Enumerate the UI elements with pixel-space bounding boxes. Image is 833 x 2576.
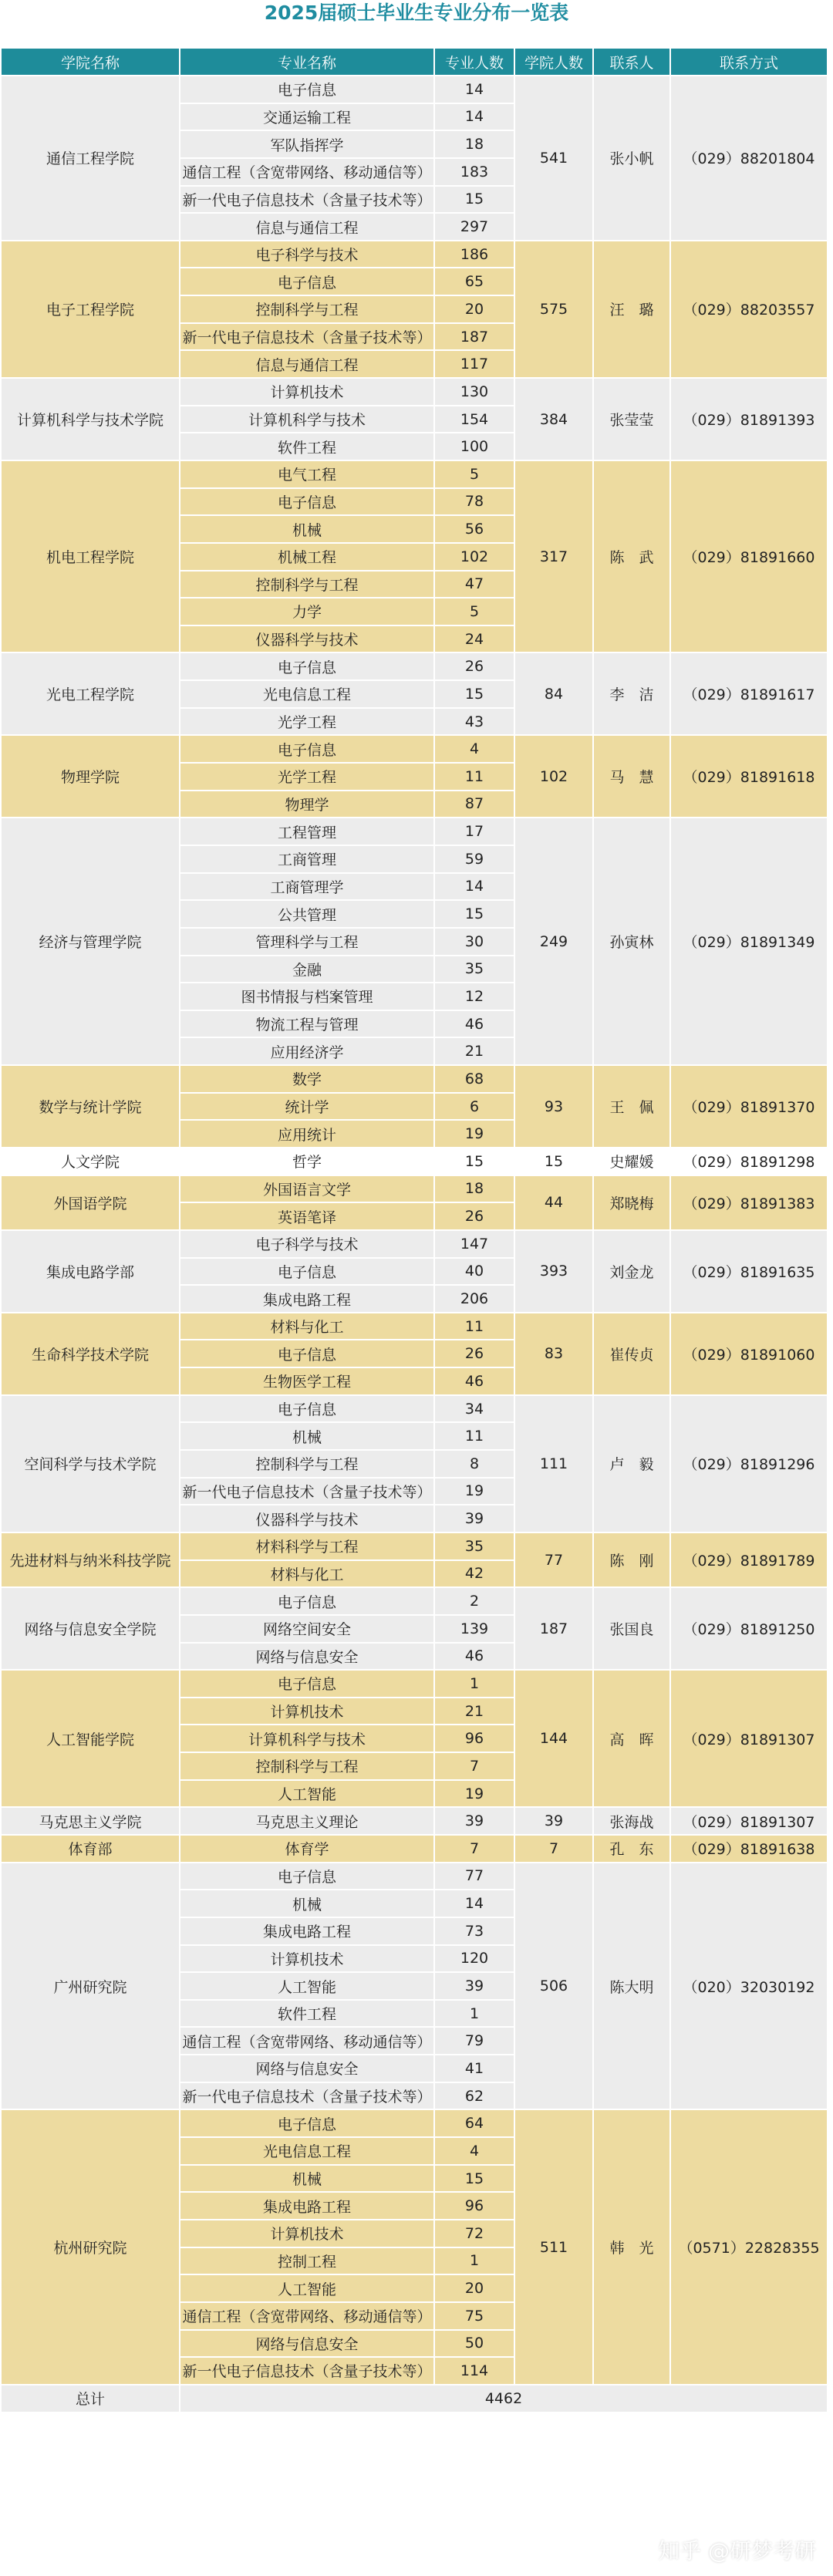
table-row	[1, 460, 828, 488]
contact-cell: 李 洁	[593, 652, 670, 735]
major-distribution-table	[0, 47, 828, 2413]
major-count-cell: 72	[434, 2220, 514, 2247]
major-name-cell: 哲学	[180, 1148, 434, 1175]
phone-cell: （029）81891250	[670, 1587, 828, 1670]
watermark: 知乎 @研梦考研	[658, 2538, 816, 2564]
major-count-cell: 73	[434, 1917, 514, 1945]
phone-cell: （029）81891307	[670, 1670, 828, 1807]
major-count-cell: 19	[434, 1780, 514, 1808]
major-count-cell: 62	[434, 2082, 514, 2110]
major-count-cell: 206	[434, 1285, 514, 1313]
major-count-cell: 68	[434, 1065, 514, 1093]
phone-cell: （029）81891660	[670, 460, 828, 652]
table-row	[1, 1835, 828, 1863]
major-name-cell: 光电信息工程	[180, 680, 434, 708]
college-name-cell: 数学与统计学院	[1, 1065, 180, 1148]
college-count-cell: 541	[514, 76, 593, 241]
contact-cell: 孙寅林	[593, 818, 670, 1065]
college-name-cell: 物理学院	[1, 735, 180, 818]
major-name-cell: 网络与信息安全	[180, 2055, 434, 2082]
major-count-cell: 35	[434, 1532, 514, 1560]
college-name-cell: 电子工程学院	[1, 241, 180, 378]
phone-cell: （029）81891789	[670, 1532, 828, 1587]
major-name-cell: 电子信息	[180, 1340, 434, 1367]
contact-cell: 崔传贞	[593, 1313, 670, 1395]
major-count-cell: 187	[434, 323, 514, 351]
major-count-cell: 154	[434, 406, 514, 433]
header-phone: 联系方式	[670, 48, 828, 76]
contact-cell: 陈大明	[593, 1863, 670, 2110]
major-count-cell: 100	[434, 433, 514, 460]
major-count-cell: 102	[434, 543, 514, 571]
college-name-cell: 先进材料与纳米科技学院	[1, 1532, 180, 1587]
phone-cell: （029）81891617	[670, 652, 828, 735]
major-name-cell: 新一代电子信息技术（含量子技术等）	[180, 2082, 434, 2110]
major-count-cell: 11	[434, 763, 514, 791]
major-count-cell: 18	[434, 130, 514, 158]
phone-cell: （029）81891296	[670, 1395, 828, 1532]
table-row	[1, 1175, 828, 1203]
major-name-cell: 外国语言文学	[180, 1175, 434, 1203]
major-name-cell: 控制科学与工程	[180, 1450, 434, 1478]
total-value: 4462	[180, 2385, 828, 2412]
major-name-cell: 电子信息	[180, 735, 434, 763]
college-name-cell: 集成电路学部	[1, 1230, 180, 1313]
major-name-cell: 机械工程	[180, 543, 434, 571]
major-name-cell: 仪器科学与技术	[180, 1505, 434, 1532]
major-name-cell: 计算机技术	[180, 2220, 434, 2247]
phone-cell: （029）81891618	[670, 735, 828, 818]
major-name-cell: 英语笔译	[180, 1202, 434, 1230]
major-name-cell: 人工智能	[180, 2274, 434, 2302]
college-name-cell: 人文学院	[1, 1148, 180, 1175]
table-row	[1, 1863, 828, 1890]
major-count-cell: 96	[434, 1725, 514, 1752]
major-count-cell: 50	[434, 2330, 514, 2358]
major-count-cell: 183	[434, 158, 514, 186]
major-count-cell: 46	[434, 1643, 514, 1671]
major-count-cell: 15	[434, 680, 514, 708]
major-name-cell: 网络与信息安全	[180, 1643, 434, 1671]
major-count-cell: 17	[434, 818, 514, 845]
table-row	[1, 652, 828, 680]
major-name-cell: 通信工程（含宽带网络、移动通信等）	[180, 2302, 434, 2330]
college-count-cell: 83	[514, 1313, 593, 1395]
major-count-cell: 46	[434, 1367, 514, 1395]
major-name-cell: 仪器科学与技术	[180, 625, 434, 653]
major-count-cell: 39	[434, 1505, 514, 1532]
major-count-cell: 30	[434, 928, 514, 956]
major-name-cell: 计算机科学与技术	[180, 1725, 434, 1752]
college-name-cell: 广州研究院	[1, 1863, 180, 2110]
contact-cell: 刘金龙	[593, 1230, 670, 1313]
major-count-cell: 18	[434, 1175, 514, 1203]
major-name-cell: 电子信息	[180, 1258, 434, 1286]
table-row	[1, 378, 828, 406]
major-name-cell: 应用统计	[180, 1120, 434, 1148]
major-name-cell: 电子信息	[180, 1670, 434, 1698]
major-count-cell: 79	[434, 2027, 514, 2055]
college-count-cell: 7	[514, 1835, 593, 1863]
phone-cell: （0571）22828355	[670, 2109, 828, 2384]
major-count-cell: 46	[434, 1010, 514, 1038]
major-count-cell: 147	[434, 1230, 514, 1258]
major-count-cell: 297	[434, 213, 514, 241]
college-count-cell: 44	[514, 1175, 593, 1230]
phone-cell: （029）81891370	[670, 1065, 828, 1148]
major-name-cell: 力学	[180, 598, 434, 625]
major-count-cell: 35	[434, 956, 514, 983]
college-name-cell: 计算机科学与技术学院	[1, 378, 180, 460]
contact-cell: 陈 武	[593, 460, 670, 652]
contact-cell: 卢 毅	[593, 1395, 670, 1532]
contact-cell: 张莹莹	[593, 378, 670, 460]
major-name-cell: 控制科学与工程	[180, 571, 434, 598]
college-count-cell: 102	[514, 735, 593, 818]
college-count-cell: 393	[514, 1230, 593, 1313]
college-count-cell: 317	[514, 460, 593, 652]
major-count-cell: 19	[434, 1478, 514, 1505]
phone-cell: （029）81891393	[670, 378, 828, 460]
major-name-cell: 机械	[180, 1890, 434, 1917]
table-row	[1, 1065, 828, 1093]
phone-cell: （029）88203557	[670, 241, 828, 378]
major-name-cell: 集成电路工程	[180, 2192, 434, 2220]
header-major: 专业名称	[180, 48, 434, 76]
major-name-cell: 生物医学工程	[180, 1367, 434, 1395]
contact-cell: 韩 光	[593, 2109, 670, 2384]
major-name-cell: 军队指挥学	[180, 130, 434, 158]
major-count-cell: 4	[434, 735, 514, 763]
major-name-cell: 光学工程	[180, 763, 434, 791]
major-count-cell: 40	[434, 1258, 514, 1286]
major-name-cell: 新一代电子信息技术（含量子技术等）	[180, 1478, 434, 1505]
college-count-cell: 39	[514, 1807, 593, 1835]
major-name-cell: 通信工程（含宽带网络、移动通信等）	[180, 2027, 434, 2055]
major-count-cell: 14	[434, 103, 514, 131]
table-row	[1, 1532, 828, 1560]
major-count-cell: 34	[434, 1395, 514, 1423]
major-name-cell: 电子信息	[180, 488, 434, 516]
college-count-cell: 144	[514, 1670, 593, 1807]
college-name-cell: 经济与管理学院	[1, 818, 180, 1065]
header-college: 学院名称	[1, 48, 180, 76]
major-count-cell: 6	[434, 1093, 514, 1121]
major-name-cell: 人工智能	[180, 1780, 434, 1808]
contact-cell: 孔 东	[593, 1835, 670, 1863]
contact-cell: 马 慧	[593, 735, 670, 818]
major-name-cell: 公共管理	[180, 900, 434, 928]
major-count-cell: 26	[434, 1202, 514, 1230]
table-row	[1, 1807, 828, 1835]
phone-cell: （029）81891635	[670, 1230, 828, 1313]
total-row	[1, 2385, 828, 2412]
table-row	[1, 1587, 828, 1615]
major-name-cell: 新一代电子信息技术（含量子技术等）	[180, 2357, 434, 2385]
table-row	[1, 76, 828, 103]
contact-cell: 陈 刚	[593, 1532, 670, 1587]
college-name-cell: 通信工程学院	[1, 76, 180, 241]
major-count-cell: 77	[434, 1863, 514, 1890]
major-count-cell: 21	[434, 1698, 514, 1725]
major-count-cell: 5	[434, 598, 514, 625]
phone-cell: （029）81891298	[670, 1148, 828, 1175]
college-count-cell: 384	[514, 378, 593, 460]
major-count-cell: 96	[434, 2192, 514, 2220]
major-name-cell: 控制科学与工程	[180, 295, 434, 323]
major-count-cell: 11	[434, 1313, 514, 1340]
major-count-cell: 59	[434, 845, 514, 873]
major-name-cell: 体育学	[180, 1835, 434, 1863]
phone-cell: （029）81891383	[670, 1175, 828, 1230]
phone-cell: （029）81891060	[670, 1313, 828, 1395]
major-count-cell: 5	[434, 460, 514, 488]
major-count-cell: 87	[434, 791, 514, 818]
table-row	[1, 241, 828, 268]
major-name-cell: 光学工程	[180, 708, 434, 736]
major-name-cell: 信息与通信工程	[180, 213, 434, 241]
major-count-cell: 120	[434, 1945, 514, 1973]
table-row	[1, 1670, 828, 1698]
major-count-cell: 7	[434, 1835, 514, 1863]
major-name-cell: 应用经济学	[180, 1037, 434, 1065]
contact-cell: 史耀媛	[593, 1148, 670, 1175]
major-count-cell: 11	[434, 1422, 514, 1450]
major-count-cell: 8	[434, 1450, 514, 1478]
major-count-cell: 39	[434, 1972, 514, 2000]
phone-cell: （029）81891349	[670, 818, 828, 1065]
major-name-cell: 电子信息	[180, 1863, 434, 1890]
major-name-cell: 电子信息	[180, 1395, 434, 1423]
major-name-cell: 电子信息	[180, 652, 434, 680]
college-count-cell: 93	[514, 1065, 593, 1148]
college-count-cell: 511	[514, 2109, 593, 2384]
major-name-cell: 电子信息	[180, 76, 434, 103]
major-name-cell: 软件工程	[180, 2000, 434, 2028]
college-name-cell: 网络与信息安全学院	[1, 1587, 180, 1670]
major-count-cell: 47	[434, 571, 514, 598]
major-count-cell: 39	[434, 1807, 514, 1835]
phone-cell: （020）32030192	[670, 1863, 828, 2110]
major-count-cell: 21	[434, 1037, 514, 1065]
major-name-cell: 计算机技术	[180, 1698, 434, 1725]
major-name-cell: 工商管理	[180, 845, 434, 873]
major-name-cell: 图书情报与档案管理	[180, 983, 434, 1010]
major-count-cell: 139	[434, 1615, 514, 1643]
major-name-cell: 材料与化工	[180, 1560, 434, 1588]
table-row	[1, 1313, 828, 1340]
major-count-cell: 130	[434, 378, 514, 406]
college-name-cell: 空间科学与技术学院	[1, 1395, 180, 1532]
college-name-cell: 外国语学院	[1, 1175, 180, 1230]
table-row	[1, 818, 828, 845]
contact-cell: 张海战	[593, 1807, 670, 1835]
major-count-cell: 1	[434, 2247, 514, 2275]
major-name-cell: 统计学	[180, 1093, 434, 1121]
major-count-cell: 15	[434, 186, 514, 214]
major-name-cell: 新一代电子信息技术（含量子技术等）	[180, 323, 434, 351]
college-count-cell: 249	[514, 818, 593, 1065]
major-name-cell: 机械	[180, 515, 434, 543]
total-label: 总计	[1, 2385, 180, 2412]
major-count-cell: 15	[434, 900, 514, 928]
table-row	[1, 1395, 828, 1423]
college-count-cell: 187	[514, 1587, 593, 1670]
major-name-cell: 通信工程（含宽带网络、移动通信等）	[180, 158, 434, 186]
major-name-cell: 马克思主义理论	[180, 1807, 434, 1835]
header-college-count: 学院人数	[514, 48, 593, 76]
major-name-cell: 材料与化工	[180, 1313, 434, 1340]
major-count-cell: 14	[434, 76, 514, 103]
contact-cell: 王 佩	[593, 1065, 670, 1148]
major-count-cell: 20	[434, 295, 514, 323]
major-name-cell: 金融	[180, 956, 434, 983]
phone-cell: （029）81891638	[670, 1835, 828, 1863]
major-count-cell: 20	[434, 2274, 514, 2302]
major-name-cell: 物理学	[180, 791, 434, 818]
major-name-cell: 软件工程	[180, 433, 434, 460]
major-count-cell: 78	[434, 488, 514, 516]
contact-cell: 张小帆	[593, 76, 670, 241]
major-name-cell: 计算机科学与技术	[180, 406, 434, 433]
major-count-cell: 15	[434, 2165, 514, 2193]
table-header-row	[1, 48, 828, 76]
header-contact: 联系人	[593, 48, 670, 76]
major-name-cell: 控制工程	[180, 2247, 434, 2275]
major-count-cell: 56	[434, 515, 514, 543]
major-count-cell: 2	[434, 1587, 514, 1615]
major-count-cell: 42	[434, 1560, 514, 1588]
major-count-cell: 4	[434, 2137, 514, 2165]
major-name-cell: 网络与信息安全	[180, 2330, 434, 2358]
college-count-cell: 111	[514, 1395, 593, 1532]
major-name-cell: 控制科学与工程	[180, 1752, 434, 1780]
college-count-cell: 84	[514, 652, 593, 735]
college-name-cell: 体育部	[1, 1835, 180, 1863]
college-name-cell: 机电工程学院	[1, 460, 180, 652]
major-name-cell: 数学	[180, 1065, 434, 1093]
table-row	[1, 1148, 828, 1175]
major-count-cell: 75	[434, 2302, 514, 2330]
contact-cell: 汪 璐	[593, 241, 670, 378]
major-name-cell: 电子信息	[180, 2109, 434, 2137]
table-row	[1, 2109, 828, 2137]
major-count-cell: 26	[434, 1340, 514, 1367]
page-title: 2025届硕士毕业生专业分布一览表	[264, 2, 569, 24]
major-count-cell: 14	[434, 1890, 514, 1917]
phone-cell: （029）88201804	[670, 76, 828, 241]
college-count-cell: 77	[514, 1532, 593, 1587]
major-count-cell: 114	[434, 2357, 514, 2385]
college-name-cell: 生命科学技术学院	[1, 1313, 180, 1395]
major-name-cell: 电子信息	[180, 1587, 434, 1615]
major-name-cell: 物流工程与管理	[180, 1010, 434, 1038]
college-name-cell: 光电工程学院	[1, 652, 180, 735]
major-count-cell: 1	[434, 1670, 514, 1698]
major-name-cell: 工程管理	[180, 818, 434, 845]
college-name-cell: 马克思主义学院	[1, 1807, 180, 1835]
college-count-cell: 15	[514, 1148, 593, 1175]
major-count-cell: 15	[434, 1148, 514, 1175]
major-name-cell: 计算机技术	[180, 378, 434, 406]
major-count-cell: 14	[434, 873, 514, 901]
college-name-cell: 人工智能学院	[1, 1670, 180, 1807]
major-name-cell: 光电信息工程	[180, 2137, 434, 2165]
major-count-cell: 24	[434, 625, 514, 653]
major-name-cell: 机械	[180, 2165, 434, 2193]
table-row	[1, 735, 828, 763]
major-name-cell: 信息与通信工程	[180, 350, 434, 378]
major-name-cell: 计算机技术	[180, 1945, 434, 1973]
major-count-cell: 186	[434, 241, 514, 268]
table-row	[1, 1230, 828, 1258]
major-name-cell: 人工智能	[180, 1972, 434, 2000]
major-name-cell: 材料科学与工程	[180, 1532, 434, 1560]
college-count-cell: 506	[514, 1863, 593, 2110]
major-name-cell: 交通运输工程	[180, 103, 434, 131]
major-count-cell: 65	[434, 268, 514, 295]
major-count-cell: 19	[434, 1120, 514, 1148]
major-name-cell: 电子信息	[180, 268, 434, 295]
college-count-cell: 575	[514, 241, 593, 378]
contact-cell: 张国良	[593, 1587, 670, 1670]
phone-cell: （029）81891307	[670, 1807, 828, 1835]
college-name-cell: 杭州研究院	[1, 2109, 180, 2384]
major-name-cell: 机械	[180, 1422, 434, 1450]
major-count-cell: 12	[434, 983, 514, 1010]
major-name-cell: 网络空间安全	[180, 1615, 434, 1643]
major-count-cell: 41	[434, 2055, 514, 2082]
major-count-cell: 117	[434, 350, 514, 378]
major-name-cell: 工商管理学	[180, 873, 434, 901]
major-count-cell: 64	[434, 2109, 514, 2137]
major-name-cell: 电气工程	[180, 460, 434, 488]
major-name-cell: 集成电路工程	[180, 1285, 434, 1313]
major-count-cell: 7	[434, 1752, 514, 1780]
major-count-cell: 26	[434, 652, 514, 680]
major-name-cell: 管理科学与工程	[180, 928, 434, 956]
major-name-cell: 集成电路工程	[180, 1917, 434, 1945]
major-name-cell: 新一代电子信息技术（含量子技术等）	[180, 186, 434, 214]
contact-cell: 高 晖	[593, 1670, 670, 1807]
major-name-cell: 电子科学与技术	[180, 241, 434, 268]
major-name-cell: 电子科学与技术	[180, 1230, 434, 1258]
contact-cell: 郑晓梅	[593, 1175, 670, 1230]
major-count-cell: 1	[434, 2000, 514, 2028]
major-count-cell: 43	[434, 708, 514, 736]
header-major-count: 专业人数	[434, 48, 514, 76]
